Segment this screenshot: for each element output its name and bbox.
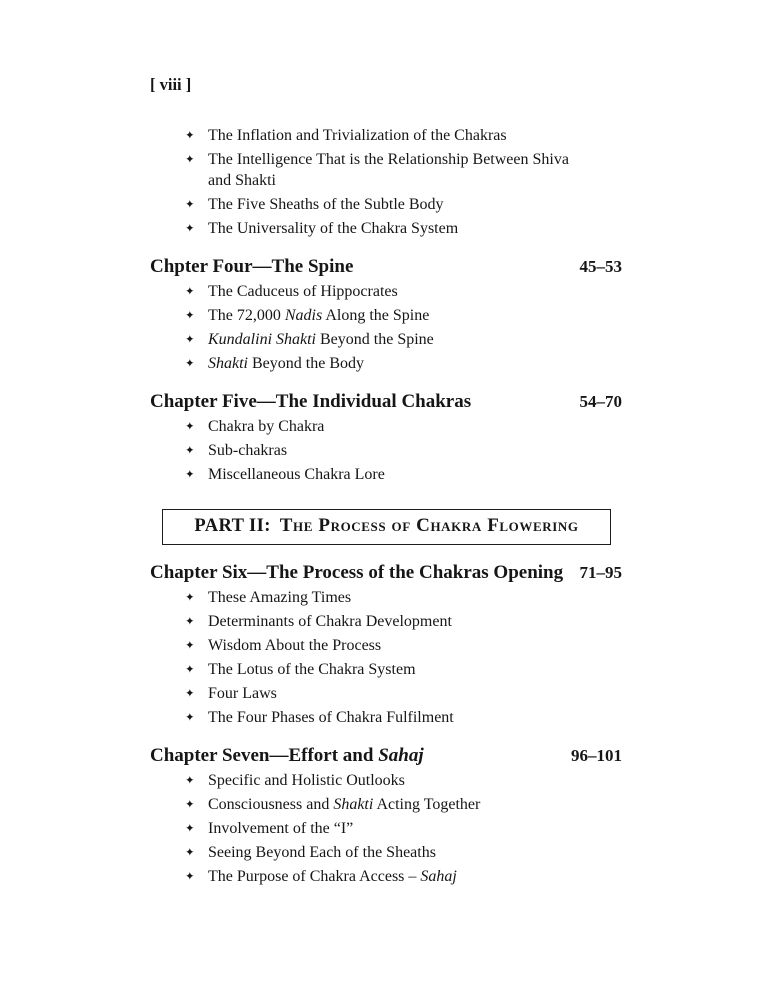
- part-divider-box: [162, 509, 611, 545]
- toc-sections: [150, 125, 622, 887]
- text-run: Wisdom About the Process: [208, 637, 382, 654]
- italic-term: Nadis: [284, 307, 323, 324]
- text-run: Beyond the Spine: [316, 331, 434, 348]
- four-pointed-star-icon: ✦: [185, 821, 195, 835]
- toc-item-text: [208, 842, 436, 863]
- text-run: Chapter Six—The Process of the Chakras Opening: [150, 562, 564, 583]
- text-run: Beyond the Body: [248, 355, 364, 372]
- four-pointed-star-icon: ✦: [185, 614, 195, 628]
- four-pointed-star-icon: ✦: [185, 419, 195, 433]
- toc-item: [185, 329, 622, 350]
- text-run: The Caduceus of Hippocrates: [208, 283, 398, 300]
- text-run: These Amazing Times: [208, 589, 352, 606]
- toc-item: [185, 125, 622, 146]
- four-pointed-star-icon: ✦: [185, 773, 195, 787]
- italic-term: Sahaj: [378, 745, 424, 766]
- toc-item: [185, 149, 622, 191]
- text-run: Seeing Beyond Each of the Sheaths: [208, 844, 436, 861]
- four-pointed-star-icon: ✦: [185, 590, 195, 604]
- toc-item-text: [208, 770, 405, 791]
- text-run: The Lotus of the Chakra System: [208, 661, 416, 678]
- toc-item-text: [208, 794, 480, 815]
- text-run: Chapter Five—The Individual Chakras: [150, 391, 472, 412]
- four-pointed-star-icon: ✦: [185, 284, 195, 298]
- page-number-folio: [ viii ]: [150, 75, 192, 94]
- text-run: The Five Sheaths of the Subtle Body: [208, 196, 444, 213]
- part-label: PART II:: [194, 516, 271, 536]
- toc-item-text: [208, 707, 454, 728]
- chapter-title: [150, 390, 471, 413]
- text-run: Chakra by Chakra: [208, 418, 325, 435]
- italic-term: Shakti: [333, 796, 374, 813]
- text-run: The Purpose of Chakra Access –: [208, 868, 421, 885]
- text-run: Acting Together: [373, 796, 481, 813]
- toc-item-text: [208, 329, 434, 350]
- italic-term: Shakti: [208, 355, 248, 372]
- four-pointed-star-icon: ✦: [185, 221, 195, 235]
- four-pointed-star-icon: ✦: [185, 845, 195, 859]
- toc-item: [185, 218, 622, 239]
- toc-item-text: [208, 218, 458, 239]
- toc-item-text: [208, 683, 277, 704]
- toc-item: [185, 353, 622, 374]
- toc-item-text: [208, 659, 416, 680]
- four-pointed-star-icon: ✦: [185, 638, 195, 652]
- four-pointed-star-icon: ✦: [185, 443, 195, 457]
- toc-item: [185, 842, 622, 863]
- text-run: Consciousness and: [208, 796, 334, 813]
- four-pointed-star-icon: ✦: [185, 332, 195, 346]
- chapter-page-range: 45–53: [579, 257, 622, 276]
- text-run: The 72,000: [208, 307, 285, 324]
- toc-item: [185, 659, 622, 680]
- four-pointed-star-icon: ✦: [185, 128, 195, 142]
- toc-item: [185, 305, 622, 326]
- toc-item-text: [208, 818, 353, 839]
- toc-item: [185, 818, 622, 839]
- four-pointed-star-icon: ✦: [185, 686, 195, 700]
- four-pointed-star-icon: ✦: [185, 467, 195, 481]
- toc-item: [185, 866, 622, 887]
- text-run: The Universality of the Chakra System: [208, 220, 459, 237]
- toc-item: [185, 683, 622, 704]
- four-pointed-star-icon: ✦: [185, 710, 195, 724]
- four-pointed-star-icon: ✦: [185, 152, 195, 166]
- toc-item-text: [208, 305, 429, 326]
- text-run: Along the Spine: [322, 307, 430, 324]
- chapter-title: [150, 255, 353, 278]
- chapter-page-range: 96–101: [571, 746, 622, 765]
- chapter-heading: [150, 561, 622, 584]
- chapter-heading: [150, 390, 622, 413]
- toc-item: [185, 416, 622, 437]
- toc-item: [185, 794, 622, 815]
- chapter-page-range: 54–70: [579, 392, 622, 411]
- toc-item-text: [208, 635, 381, 656]
- toc-item-text: [208, 416, 324, 437]
- toc-item: [185, 770, 622, 791]
- toc-item: [185, 635, 622, 656]
- text-run: Four Laws: [208, 685, 277, 702]
- text-run: Chpter Four—The Spine: [150, 256, 354, 277]
- chapter-heading: [150, 255, 622, 278]
- toc-item-text: [208, 464, 385, 485]
- toc-item: [185, 707, 622, 728]
- toc-item-text: [208, 281, 398, 302]
- text-run: The Four Phases of Chakra Fulfilment: [208, 709, 454, 726]
- toc-item-text: [208, 194, 444, 215]
- toc-item: [185, 611, 622, 632]
- toc-item-text: [208, 125, 507, 146]
- text-run: Specific and Holistic Outlooks: [208, 772, 405, 789]
- four-pointed-star-icon: ✦: [185, 797, 195, 811]
- text-run: Miscellaneous Chakra Lore: [208, 466, 385, 483]
- four-pointed-star-icon: ✦: [185, 662, 195, 676]
- toc-item-text: [208, 866, 457, 887]
- chapter-title: [150, 561, 563, 584]
- toc-item-text: [208, 149, 584, 191]
- toc-item-text: [208, 440, 287, 461]
- toc-item-text: [208, 353, 364, 374]
- toc-item-text: [208, 611, 452, 632]
- toc-item: [185, 587, 622, 608]
- italic-term: Kundalini Shakti: [208, 331, 316, 348]
- four-pointed-star-icon: ✦: [185, 356, 195, 370]
- chapter-heading: [150, 744, 622, 767]
- toc-item: [185, 281, 622, 302]
- text-run: Involvement of the “I”: [208, 820, 354, 837]
- text-run: The Intelligence That is the Relationship Between Shiva and Shakti: [208, 151, 569, 189]
- four-pointed-star-icon: ✦: [185, 197, 195, 211]
- part-title: The Process of Chakra Flowering: [279, 515, 579, 536]
- toc-item: [185, 194, 622, 215]
- text-run: Determinants of Chakra Development: [208, 613, 452, 630]
- four-pointed-star-icon: ✦: [185, 308, 195, 322]
- italic-term: Sahaj: [420, 868, 457, 885]
- text-run: Sub-chakras: [208, 442, 288, 459]
- toc-item-text: [208, 587, 351, 608]
- four-pointed-star-icon: ✦: [185, 869, 195, 883]
- text-run: Chapter Seven—Effort and: [150, 745, 379, 766]
- chapter-page-range: 71–95: [579, 563, 622, 582]
- text-run: The Inflation and Trivialization of the Chakras: [208, 127, 507, 144]
- chapter-title: [150, 744, 424, 767]
- toc-item: [185, 440, 622, 461]
- toc-item: [185, 464, 622, 485]
